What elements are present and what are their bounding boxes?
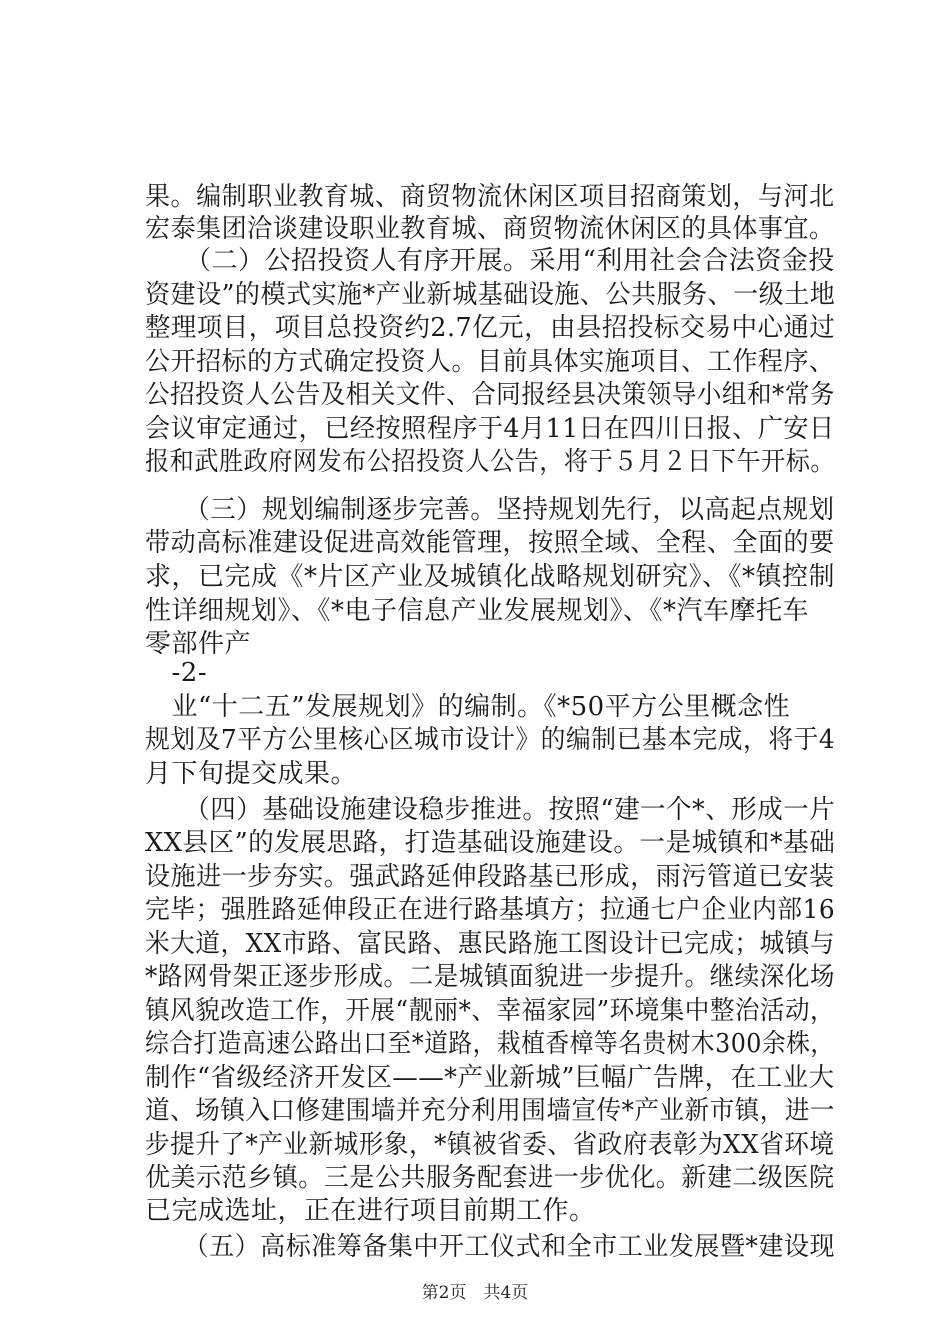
text-line: -2- [145, 658, 208, 688]
text-line: 制作“省级经济开发区——*产业新城”巨幅广告牌，在工业大 [145, 1063, 835, 1093]
text-line: 镇风貌改造工作，开展“靓丽*、幸福家园”环境集中整治活动， [145, 996, 836, 1026]
text-line: *路网骨架正逐步形成。二是城镇面貌进一步提升。继续深化场 [145, 962, 836, 992]
text-line: 业“十二五”发展规划》的编制。《*50平方公里概念性 [145, 692, 791, 722]
text-line: XX县区”的发展思路，打造基础设施建设。一是城镇和*基础 [145, 828, 836, 858]
text-line: 果。编制职业教育城、商贸物流休闲区项目招商策划，与河北 [145, 182, 835, 212]
text-line: 资建设”的模式实施*产业新城基础设施、公共服务、一级土地 [145, 280, 836, 310]
text-line: 会议审定通过，已经按照程序于4月11日在四川日报、广安日 [145, 414, 835, 444]
text-line: 求，已完成《*片区产业及城镇化战略规划研究》、《*镇控制 [145, 562, 836, 592]
text-line: 完毕；强胜路延伸段正在进行路基填方；拉通七户企业内部16 [145, 895, 836, 925]
text-line: 零部件产 [145, 629, 252, 659]
text-line: （四）基础设施建设稳步推进。按照“建一个*、形成一片 [145, 795, 836, 825]
text-line: 性详细规划》、《*电子信息产业发展规划》、《*汽车摩托车 [145, 596, 810, 626]
text-line: 整理项目，项目总投资约2.7亿元，由县招投标交易中心通过 [145, 313, 836, 343]
text-line: 已完成选址，正在进行项目前期工作。 [145, 1196, 596, 1226]
text-line: （三）规划编制逐步完善。坚持规划先行，以高起点规划 [145, 495, 835, 525]
text-line: 道、场镇入口修建围墙并充分利用围墙宣传*产业新市镇，进一 [145, 1096, 836, 1126]
text-line: 综合打造高速公路出口至*道路，栽植香樟等名贵树木300余株， [145, 1029, 835, 1059]
text-line: 月下旬提交成果。 [145, 759, 358, 789]
text-line: 宏泰集团洽谈建设职业教育城、商贸物流休闲区的具体事宜。 [145, 214, 835, 244]
text-line: 优美示范乡镇。三是公共服务配套进一步优化。新建二级医院 [145, 1163, 835, 1193]
text-line: 公招投资人公告及相关文件、合同报经县决策领导小组和*常务 [145, 380, 836, 410]
page-footer: 第2页 共4页 [421, 1283, 529, 1303]
text-line: （五）高标准筹备集中开工仪式和全市工业发展暨*建设现 [145, 1232, 836, 1262]
text-line: 步提升了*产业新城形象，*镇被省委、省政府表彰为XX省环境 [145, 1130, 835, 1160]
text-line: 带动高标准建设促进高效能管理，按照全域、全程、全面的要 [145, 528, 835, 558]
text-line: 规划及7平方公里核心区城市设计》的编制已基本完成，将于4 [145, 725, 836, 755]
text-line: 报和武胜政府网发布公招投资人公告，将于５月２日下午开标。 [145, 447, 836, 477]
text-line: 设施进一步夯实。强武路延伸段路基已形成，雨污管道已安装 [145, 862, 835, 892]
text-line: 米大道，XX市路、富民路、惠民路施工图设计已完成；城镇与 [145, 929, 836, 959]
text-line: （二）公招投资人有序开展。采用“利用社会合法资金投 [145, 246, 835, 276]
text-line: 公开招标的方式确定投资人。目前具体实施项目、工作程序、 [145, 347, 835, 377]
